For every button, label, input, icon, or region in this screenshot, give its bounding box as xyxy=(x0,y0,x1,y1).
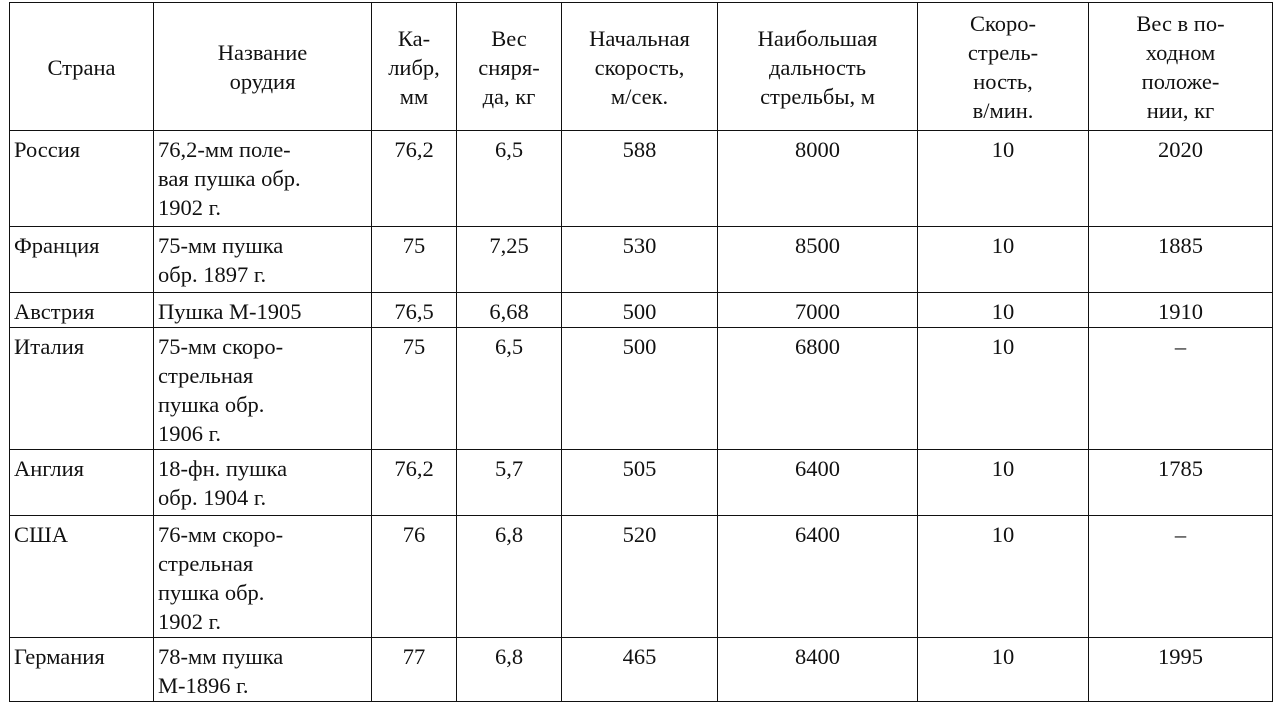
cell-travel-weight: 1785 xyxy=(1089,450,1273,516)
cell-muzzle-velocity: 520 xyxy=(562,516,718,638)
cell-country: Австрия xyxy=(10,293,154,328)
cell-max-range: 6400 xyxy=(718,450,918,516)
header-gun-name: Название орудия xyxy=(154,3,372,131)
cell-caliber: 77 xyxy=(372,638,457,702)
cell-shell-weight: 5,7 xyxy=(457,450,562,516)
header-caliber: Ка- либр, мм xyxy=(372,3,457,131)
cell-travel-weight: 1885 xyxy=(1089,227,1273,293)
table-row xyxy=(10,131,1273,227)
cell-max-range: 6400 xyxy=(718,516,918,638)
cell-gun-name: 75-мм пушка обр. 1897 г. xyxy=(154,227,372,293)
cell-country: Франция xyxy=(10,227,154,293)
cell-rate-of-fire: 10 xyxy=(918,328,1089,450)
cell-caliber: 76,5 xyxy=(372,293,457,328)
cell-shell-weight: 7,25 xyxy=(457,227,562,293)
header-travel-weight: Вес в по- ходном положе- нии, кг xyxy=(1089,3,1273,131)
cell-caliber: 76,2 xyxy=(372,131,457,227)
header-max-range: Наибольшая дальность стрельбы, м xyxy=(718,3,918,131)
cell-gun-name: 78-мм пушка М-1896 г. xyxy=(154,638,372,702)
cell-travel-weight: 1910 xyxy=(1089,293,1273,328)
cell-travel-weight: – xyxy=(1089,328,1273,450)
cell-muzzle-velocity: 465 xyxy=(562,638,718,702)
cell-shell-weight: 6,68 xyxy=(457,293,562,328)
cell-gun-name: 76,2-мм поле- вая пушка обр. 1902 г. xyxy=(154,131,372,227)
header-shell-weight: Вес сняря- да, кг xyxy=(457,3,562,131)
cell-country: Россия xyxy=(10,131,154,227)
cell-gun-name: 75-мм скоро- стрельная пушка обр. 1906 г. xyxy=(154,328,372,450)
cell-shell-weight: 6,8 xyxy=(457,516,562,638)
cell-muzzle-velocity: 530 xyxy=(562,227,718,293)
cell-muzzle-velocity: 505 xyxy=(562,450,718,516)
cell-rate-of-fire: 10 xyxy=(918,131,1089,227)
cell-rate-of-fire: 10 xyxy=(918,293,1089,328)
cell-travel-weight: – xyxy=(1089,516,1273,638)
table-body xyxy=(10,131,1273,702)
table-header-row xyxy=(10,3,1273,131)
header-rate-of-fire: Скоро- стрель- ность, в/мин. xyxy=(918,3,1089,131)
cell-muzzle-velocity: 500 xyxy=(562,328,718,450)
cell-rate-of-fire: 10 xyxy=(918,227,1089,293)
cell-gun-name: 76-мм скоро- стрельная пушка обр. 1902 г. xyxy=(154,516,372,638)
cell-max-range: 6800 xyxy=(718,328,918,450)
cell-max-range: 8500 xyxy=(718,227,918,293)
cell-shell-weight: 6,8 xyxy=(457,638,562,702)
cell-max-range: 7000 xyxy=(718,293,918,328)
gun-comparison-table xyxy=(9,2,1273,702)
cell-max-range: 8400 xyxy=(718,638,918,702)
cell-shell-weight: 6,5 xyxy=(457,131,562,227)
cell-muzzle-velocity: 500 xyxy=(562,293,718,328)
cell-country: Англия xyxy=(10,450,154,516)
table-row xyxy=(10,328,1273,450)
cell-caliber: 75 xyxy=(372,328,457,450)
table-row xyxy=(10,293,1273,328)
table-row xyxy=(10,227,1273,293)
cell-country: Италия xyxy=(10,328,154,450)
cell-caliber: 76,2 xyxy=(372,450,457,516)
cell-travel-weight: 2020 xyxy=(1089,131,1273,227)
cell-rate-of-fire: 10 xyxy=(918,516,1089,638)
cell-travel-weight: 1995 xyxy=(1089,638,1273,702)
header-muzzle-velocity: Начальная скорость, м/сек. xyxy=(562,3,718,131)
cell-country: США xyxy=(10,516,154,638)
header-country: Страна xyxy=(10,3,154,131)
table-row xyxy=(10,516,1273,638)
cell-rate-of-fire: 10 xyxy=(918,450,1089,516)
cell-max-range: 8000 xyxy=(718,131,918,227)
table-row xyxy=(10,638,1273,702)
cell-caliber: 76 xyxy=(372,516,457,638)
cell-rate-of-fire: 10 xyxy=(918,638,1089,702)
table-row xyxy=(10,450,1273,516)
cell-country: Германия xyxy=(10,638,154,702)
cell-gun-name: Пушка М-1905 xyxy=(154,293,372,328)
cell-caliber: 75 xyxy=(372,227,457,293)
cell-gun-name: 18-фн. пушка обр. 1904 г. xyxy=(154,450,372,516)
cell-shell-weight: 6,5 xyxy=(457,328,562,450)
cell-muzzle-velocity: 588 xyxy=(562,131,718,227)
